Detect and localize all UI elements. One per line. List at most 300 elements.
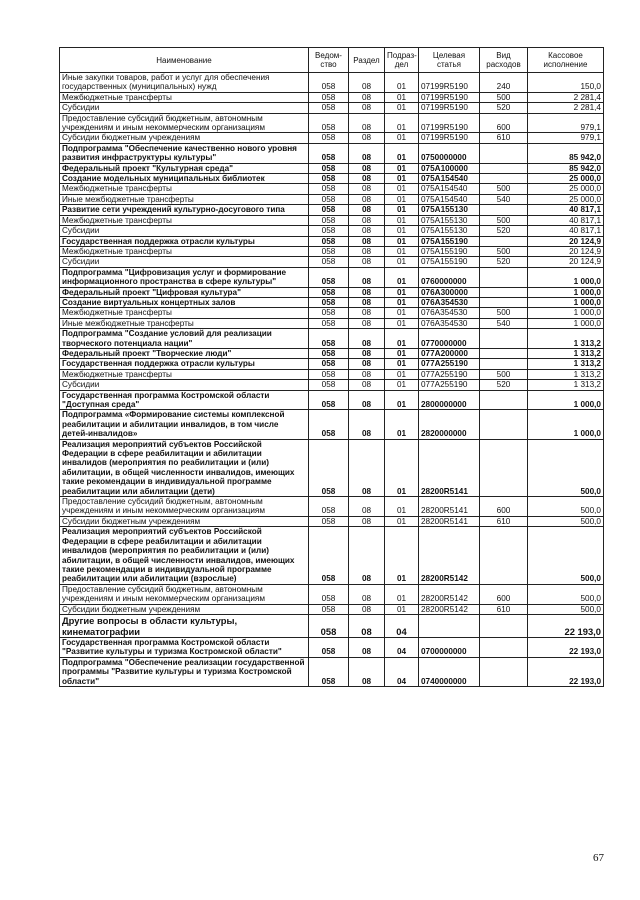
cell-vid [480, 174, 528, 184]
cell-sum: 979,1 [528, 113, 604, 133]
cell-ved: 058 [309, 329, 349, 349]
cell-sum: 20 124,9 [528, 257, 604, 267]
cell-podrazdel: 01 [385, 584, 419, 604]
cell-ved: 058 [309, 184, 349, 194]
cell-sum: 500,0 [528, 527, 604, 584]
cell-podrazdel: 01 [385, 163, 419, 173]
cell-ved: 058 [309, 143, 349, 163]
table-row [60, 308, 604, 318]
cell-vid: 500 [480, 184, 528, 194]
table-row [60, 369, 604, 379]
table-row [60, 257, 604, 267]
cell-razdel: 08 [349, 516, 385, 526]
table-row [60, 410, 604, 439]
cell-name: Межбюджетные трансферты [60, 92, 309, 102]
header-podrazdel: Подраз-дел [385, 48, 419, 73]
cell-sum: 1 313,2 [528, 348, 604, 358]
table-row [60, 267, 604, 287]
header-name: Наименование [60, 48, 309, 73]
cell-razdel: 08 [349, 133, 385, 143]
cell-podrazdel: 01 [385, 308, 419, 318]
cell-razdel: 08 [349, 184, 385, 194]
cell-razdel: 08 [349, 103, 385, 113]
cell-razdel: 08 [349, 194, 385, 204]
cell-ved: 058 [309, 287, 349, 297]
table-row [60, 184, 604, 194]
cell-razdel: 08 [349, 439, 385, 496]
cell-ved: 058 [309, 657, 349, 686]
cell-ved: 058 [309, 584, 349, 604]
cell-razdel: 08 [349, 215, 385, 225]
cell-sum: 40 817,1 [528, 226, 604, 236]
cell-name: Межбюджетные трансферты [60, 215, 309, 225]
cell-sum: 1 313,2 [528, 380, 604, 390]
cell-vid: 600 [480, 113, 528, 133]
cell-podrazdel: 01 [385, 133, 419, 143]
cell-ved: 058 [309, 390, 349, 410]
cell-podrazdel: 01 [385, 348, 419, 358]
cell-sum: 1 000,0 [528, 267, 604, 287]
cell-podrazdel: 01 [385, 516, 419, 526]
cell-sum: 1 313,2 [528, 369, 604, 379]
table-row [60, 133, 604, 143]
table-row [60, 103, 604, 113]
cell-podrazdel: 01 [385, 497, 419, 517]
cell-sum: 1 000,0 [528, 390, 604, 410]
cell-statya: 075A155190 [419, 236, 480, 246]
cell-ved: 058 [309, 103, 349, 113]
cell-sum: 500,0 [528, 516, 604, 526]
cell-podrazdel: 01 [385, 143, 419, 163]
cell-statya: 28200R5142 [419, 604, 480, 614]
cell-vid [480, 163, 528, 173]
cell-razdel: 08 [349, 92, 385, 102]
table-row [60, 163, 604, 173]
cell-podrazdel: 04 [385, 614, 419, 637]
cell-statya: 28200R5141 [419, 439, 480, 496]
cell-podrazdel: 01 [385, 103, 419, 113]
cell-podrazdel: 01 [385, 73, 419, 93]
table-row [60, 527, 604, 584]
cell-sum: 500,0 [528, 439, 604, 496]
table-row [60, 236, 604, 246]
cell-vid [480, 359, 528, 369]
cell-ved: 058 [309, 380, 349, 390]
cell-statya: 0770000000 [419, 329, 480, 349]
cell-podrazdel: 01 [385, 194, 419, 204]
header-statya: Целевая статья [419, 48, 480, 73]
cell-razdel: 08 [349, 359, 385, 369]
cell-vid [480, 287, 528, 297]
cell-razdel: 08 [349, 287, 385, 297]
cell-statya: 0750000000 [419, 143, 480, 163]
cell-podrazdel: 01 [385, 359, 419, 369]
cell-name: Государственная программа Костромской области "Развитие культуры и туризма Костромской области" [60, 637, 309, 657]
table-row [60, 329, 604, 349]
header-ved: Ведом-ство [309, 48, 349, 73]
cell-vid: 610 [480, 133, 528, 143]
cell-podrazdel: 01 [385, 205, 419, 215]
cell-vid [480, 527, 528, 584]
cell-statya: 2820000000 [419, 410, 480, 439]
cell-sum: 150,0 [528, 73, 604, 93]
cell-podrazdel: 04 [385, 657, 419, 686]
cell-ved: 058 [309, 113, 349, 133]
cell-name: Подпрограмма "Цифровизация услуг и формирование информационного пространства в сфере культуры" [60, 267, 309, 287]
cell-ved: 058 [309, 369, 349, 379]
cell-vid: 520 [480, 257, 528, 267]
table-row [60, 318, 604, 328]
cell-razdel: 08 [349, 318, 385, 328]
table-row [60, 205, 604, 215]
cell-sum: 500,0 [528, 497, 604, 517]
cell-ved: 058 [309, 73, 349, 93]
cell-ved: 058 [309, 246, 349, 256]
cell-statya: 0740000000 [419, 657, 480, 686]
cell-sum: 85 942,0 [528, 163, 604, 173]
cell-statya: 075A155130 [419, 205, 480, 215]
cell-sum: 979,1 [528, 133, 604, 143]
cell-name: Реализация мероприятий субъектов Российской Федерации в сфере реабилитации и абилитации инвалидов (мероприятия по реабилитации и (или) абилитации, в общей численности инвалидов, имеющих такие рекомендации в индивидуальной программе реабилитации или абилитации (взрослые) [60, 527, 309, 584]
cell-statya: 075A155130 [419, 226, 480, 236]
cell-statya: 28200R5142 [419, 584, 480, 604]
cell-name: Субсидии бюджетным учреждениям [60, 516, 309, 526]
cell-sum: 2 281,4 [528, 103, 604, 113]
cell-razdel: 08 [349, 584, 385, 604]
cell-sum: 40 817,1 [528, 215, 604, 225]
cell-vid [480, 390, 528, 410]
cell-razdel: 08 [349, 614, 385, 637]
cell-sum: 22 193,0 [528, 657, 604, 686]
cell-ved: 058 [309, 226, 349, 236]
cell-razdel: 08 [349, 527, 385, 584]
cell-sum: 1 000,0 [528, 297, 604, 307]
table-row [60, 174, 604, 184]
cell-ved: 058 [309, 163, 349, 173]
cell-ved: 058 [309, 297, 349, 307]
table-row [60, 194, 604, 204]
cell-razdel: 08 [349, 257, 385, 267]
table-row [60, 390, 604, 410]
cell-ved: 058 [309, 318, 349, 328]
cell-name: Развитие сети учреждений культурно-досугового типа [60, 205, 309, 215]
cell-podrazdel: 01 [385, 113, 419, 133]
cell-podrazdel: 01 [385, 410, 419, 439]
table-row [60, 226, 604, 236]
cell-statya: 077A255190 [419, 380, 480, 390]
cell-razdel: 08 [349, 369, 385, 379]
cell-ved: 058 [309, 410, 349, 439]
cell-name: Субсидии бюджетным учреждениям [60, 133, 309, 143]
cell-vid: 520 [480, 226, 528, 236]
table-row [60, 516, 604, 526]
cell-vid [480, 439, 528, 496]
cell-podrazdel: 01 [385, 215, 419, 225]
cell-podrazdel: 01 [385, 92, 419, 102]
cell-podrazdel: 04 [385, 637, 419, 657]
cell-name: Государственная поддержка отрасли культуры [60, 359, 309, 369]
cell-statya: 075A100000 [419, 163, 480, 173]
cell-razdel: 08 [349, 308, 385, 318]
table-row [60, 73, 604, 93]
table-row [60, 287, 604, 297]
header-ispolnenie: Кассовое исполнение [528, 48, 604, 73]
table-row [60, 92, 604, 102]
table-row [60, 297, 604, 307]
table-row [60, 637, 604, 657]
page-number: 67 [593, 852, 604, 864]
cell-statya: 28200R5142 [419, 527, 480, 584]
cell-ved: 058 [309, 174, 349, 184]
cell-vid: 610 [480, 516, 528, 526]
cell-statya: 07199R5190 [419, 73, 480, 93]
cell-vid: 600 [480, 497, 528, 517]
cell-name: Предоставление субсидий бюджетным, автономным учреждениям и иным некоммерческим организациям [60, 497, 309, 517]
cell-vid [480, 614, 528, 637]
cell-name: Государственная поддержка отрасли культуры [60, 236, 309, 246]
cell-razdel: 08 [349, 604, 385, 614]
cell-razdel: 08 [349, 267, 385, 287]
cell-ved: 058 [309, 604, 349, 614]
cell-name: Подпрограмма "Обеспечение качественно нового уровня развития инфраструктуры культуры" [60, 143, 309, 163]
cell-razdel: 08 [349, 637, 385, 657]
cell-name: Подпрограмма "Обеспечение реализации государственной программы "Развитие культуры и туризма Костромской области" [60, 657, 309, 686]
cell-podrazdel: 01 [385, 604, 419, 614]
cell-podrazdel: 01 [385, 390, 419, 410]
cell-ved: 058 [309, 133, 349, 143]
cell-name: Иные межбюджетные трансферты [60, 194, 309, 204]
cell-name: Предоставление субсидий бюджетным, автономным учреждениям и иным некоммерческим организациям [60, 113, 309, 133]
cell-sum: 1 000,0 [528, 410, 604, 439]
cell-name: Другие вопросы в области культуры, кинематографии [60, 614, 309, 637]
cell-ved: 058 [309, 348, 349, 358]
cell-name: Реализация мероприятий субъектов Российской Федерации в сфере реабилитации и абилитации инвалидов (мероприятия по реабилитации и (или) абилитации, в общей численности инвалидов, имеющих такие рекомендации в индивидуальной программе реабилитации или абилитации (дети) [60, 439, 309, 496]
cell-name: Субсидии [60, 226, 309, 236]
cell-vid [480, 267, 528, 287]
cell-statya: 075A154540 [419, 184, 480, 194]
cell-name: Субсидии бюджетным учреждениям [60, 604, 309, 614]
cell-vid [480, 205, 528, 215]
table-row [60, 246, 604, 256]
cell-ved: 058 [309, 194, 349, 204]
cell-statya: 076A354530 [419, 308, 480, 318]
cell-name: Подпрограмма «Формирование системы комплексной реабилитации и абилитации инвалидов, в том числе детей-инвалидов» [60, 410, 309, 439]
cell-sum: 1 000,0 [528, 308, 604, 318]
cell-sum: 1 313,2 [528, 359, 604, 369]
cell-vid: 520 [480, 380, 528, 390]
cell-name: Подпрограмма "Создание условий для реализации творческого потенциала нации" [60, 329, 309, 349]
cell-sum: 20 124,9 [528, 236, 604, 246]
cell-sum: 1 000,0 [528, 287, 604, 297]
cell-ved: 058 [309, 527, 349, 584]
cell-statya: 075A154540 [419, 194, 480, 204]
cell-statya: 07199R5190 [419, 92, 480, 102]
cell-razdel: 08 [349, 226, 385, 236]
cell-sum: 2 281,4 [528, 92, 604, 102]
cell-podrazdel: 01 [385, 174, 419, 184]
table-row [60, 380, 604, 390]
cell-podrazdel: 01 [385, 267, 419, 287]
cell-podrazdel: 01 [385, 369, 419, 379]
cell-statya: 076A300000 [419, 287, 480, 297]
cell-ved: 058 [309, 215, 349, 225]
cell-name: Государственная программа Костромской области "Доступная среда" [60, 390, 309, 410]
cell-name: Создание модельных муниципальных библиотек [60, 174, 309, 184]
cell-sum: 22 193,0 [528, 637, 604, 657]
cell-statya [419, 614, 480, 637]
cell-podrazdel: 01 [385, 380, 419, 390]
cell-sum: 1 313,2 [528, 329, 604, 349]
cell-razdel: 08 [349, 297, 385, 307]
cell-ved: 058 [309, 516, 349, 526]
cell-name: Межбюджетные трансферты [60, 308, 309, 318]
cell-razdel: 08 [349, 113, 385, 133]
cell-vid: 610 [480, 604, 528, 614]
cell-sum: 1 000,0 [528, 318, 604, 328]
cell-sum: 25 000,0 [528, 174, 604, 184]
cell-statya: 075A154540 [419, 174, 480, 184]
cell-statya: 077A200000 [419, 348, 480, 358]
cell-razdel: 08 [349, 497, 385, 517]
cell-podrazdel: 01 [385, 439, 419, 496]
budget-table [59, 47, 604, 687]
header-razdel: Раздел [349, 48, 385, 73]
cell-razdel: 08 [349, 390, 385, 410]
cell-ved: 058 [309, 637, 349, 657]
cell-vid [480, 329, 528, 349]
cell-statya: 076A354530 [419, 297, 480, 307]
cell-statya: 076A354530 [419, 318, 480, 328]
table-header-row [60, 48, 604, 73]
cell-vid [480, 297, 528, 307]
cell-statya: 077A255190 [419, 359, 480, 369]
cell-vid: 540 [480, 318, 528, 328]
cell-ved: 058 [309, 497, 349, 517]
cell-statya: 2800000000 [419, 390, 480, 410]
cell-vid: 520 [480, 103, 528, 113]
cell-ved: 058 [309, 614, 349, 637]
table-row [60, 143, 604, 163]
cell-sum: 25 000,0 [528, 184, 604, 194]
cell-ved: 058 [309, 92, 349, 102]
cell-razdel: 08 [349, 205, 385, 215]
cell-ved: 058 [309, 205, 349, 215]
cell-razdel: 08 [349, 410, 385, 439]
cell-name: Федеральный проект "Цифровая культура" [60, 287, 309, 297]
cell-razdel: 08 [349, 143, 385, 163]
cell-razdel: 08 [349, 380, 385, 390]
cell-razdel: 08 [349, 246, 385, 256]
cell-podrazdel: 01 [385, 236, 419, 246]
cell-sum: 20 124,9 [528, 246, 604, 256]
cell-statya: 077A255190 [419, 369, 480, 379]
cell-vid: 500 [480, 246, 528, 256]
cell-podrazdel: 01 [385, 527, 419, 584]
cell-sum: 500,0 [528, 584, 604, 604]
cell-sum: 500,0 [528, 604, 604, 614]
cell-podrazdel: 01 [385, 297, 419, 307]
cell-name: Субсидии [60, 103, 309, 113]
cell-podrazdel: 01 [385, 184, 419, 194]
cell-statya: 07199R5190 [419, 103, 480, 113]
cell-name: Межбюджетные трансферты [60, 246, 309, 256]
table-body [60, 73, 604, 687]
table-row [60, 604, 604, 614]
cell-razdel: 08 [349, 163, 385, 173]
cell-sum: 40 817,1 [528, 205, 604, 215]
cell-podrazdel: 01 [385, 257, 419, 267]
cell-razdel: 08 [349, 657, 385, 686]
cell-name: Предоставление субсидий бюджетным, автономным учреждениям и иным некоммерческим организациям [60, 584, 309, 604]
cell-vid: 600 [480, 584, 528, 604]
cell-podrazdel: 01 [385, 329, 419, 349]
cell-name: Субсидии [60, 380, 309, 390]
cell-vid: 240 [480, 73, 528, 93]
cell-name: Межбюджетные трансферты [60, 184, 309, 194]
cell-vid: 500 [480, 92, 528, 102]
cell-statya: 075A155190 [419, 257, 480, 267]
table-row [60, 215, 604, 225]
cell-ved: 058 [309, 267, 349, 287]
table-row [60, 657, 604, 686]
cell-statya: 07199R5190 [419, 113, 480, 133]
cell-vid: 500 [480, 369, 528, 379]
cell-sum: 25 000,0 [528, 194, 604, 204]
cell-ved: 058 [309, 236, 349, 246]
cell-vid: 540 [480, 194, 528, 204]
table-row [60, 439, 604, 496]
cell-razdel: 08 [349, 73, 385, 93]
cell-podrazdel: 01 [385, 226, 419, 236]
cell-razdel: 08 [349, 329, 385, 349]
table-row [60, 614, 604, 637]
cell-podrazdel: 01 [385, 287, 419, 297]
cell-vid [480, 637, 528, 657]
cell-name: Иные межбюджетные трансферты [60, 318, 309, 328]
cell-vid [480, 657, 528, 686]
cell-name: Федеральный проект "Культурная среда" [60, 163, 309, 173]
cell-name: Иные закупки товаров, работ и услуг для обеспечения государственных (муниципальных) нужд [60, 73, 309, 93]
cell-vid [480, 410, 528, 439]
cell-vid [480, 348, 528, 358]
cell-vid: 500 [480, 215, 528, 225]
cell-sum: 22 193,0 [528, 614, 604, 637]
cell-statya: 075A155130 [419, 215, 480, 225]
cell-razdel: 08 [349, 236, 385, 246]
header-vid: Вид расходов [480, 48, 528, 73]
cell-razdel: 08 [349, 174, 385, 184]
cell-statya: 075A155190 [419, 246, 480, 256]
cell-ved: 058 [309, 257, 349, 267]
table-row [60, 348, 604, 358]
cell-vid [480, 236, 528, 246]
cell-vid: 500 [480, 308, 528, 318]
cell-razdel: 08 [349, 348, 385, 358]
cell-statya: 28200R5141 [419, 497, 480, 517]
cell-name: Субсидии [60, 257, 309, 267]
cell-podrazdel: 01 [385, 246, 419, 256]
table-row [60, 359, 604, 369]
cell-ved: 058 [309, 308, 349, 318]
cell-name: Межбюджетные трансферты [60, 369, 309, 379]
cell-statya: 0760000000 [419, 267, 480, 287]
cell-ved: 058 [309, 439, 349, 496]
cell-podrazdel: 01 [385, 318, 419, 328]
cell-statya: 07199R5190 [419, 133, 480, 143]
table-row [60, 584, 604, 604]
table-row [60, 113, 604, 133]
cell-sum: 85 942,0 [528, 143, 604, 163]
